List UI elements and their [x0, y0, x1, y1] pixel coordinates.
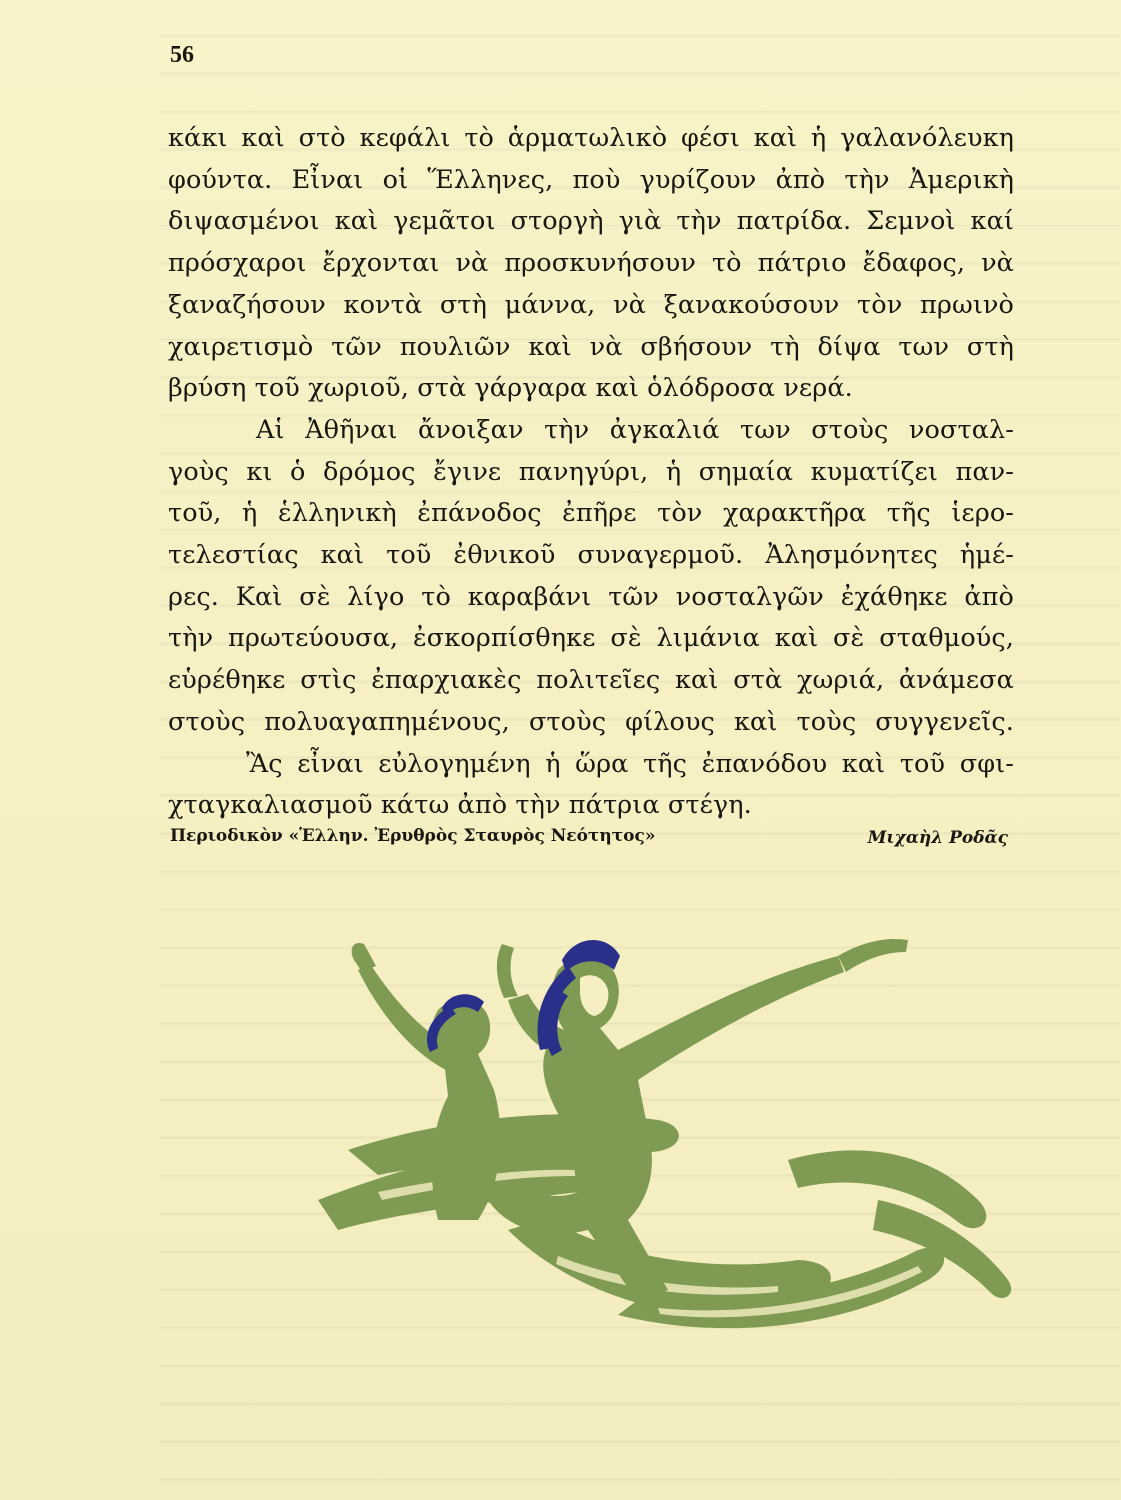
ribbon-shape	[318, 1114, 1011, 1328]
paragraph-1	[168, 118, 1014, 410]
text-line: διψασμένοι καὶ γεμᾶτοι στοργὴ γιὰ τὴν πατρίδα. Σεμνοὶ καί	[168, 206, 1014, 237]
text-line: βρύση τοῦ χωριοῦ, στὰ γάργαρα καὶ ὁλόδροσα νερά.	[168, 373, 853, 404]
text-line: τὴν πρωτεύουσα, ἐσκορπίσθηκε σὲ λιμάνια καὶ σὲ σταθμούς,	[168, 623, 1014, 654]
text-line: Ἂς εἶναι εὐλογημένη ἡ ὥρα τῆς ἐπανόδου καὶ τοῦ σφι-	[246, 748, 1014, 779]
text-line: χαιρετισμὸ τῶν πουλιῶν καὶ νὰ σβήσουν τὴ δίψα των στὴ	[168, 331, 1014, 362]
paragraph-2	[168, 410, 1014, 744]
text-line: κάκι καὶ στὸ κεφάλι τὸ ἁρματωλικὸ φέσι καὶ ἡ γαλανόλευκη	[168, 123, 1014, 153]
body-text	[168, 118, 1014, 827]
page-number: 56	[170, 42, 194, 68]
author-name: Μιχαὴλ Ροδᾶς	[867, 828, 1008, 848]
source-periodical: Περιοδικὸν «Ἑλλην. Ἐρυθρὸς Σταυρὸς Νεότητος»	[170, 826, 656, 846]
text-line: ρες. Καὶ σὲ λίγο τὸ καραβάνι τῶν νοσταλγῶν ἐχάθηκε ἀπὸ	[168, 581, 1014, 612]
text-line: στοὺς πολυαγαπημένους, στοὺς φίλους καὶ τοὺς συγγενεῖς.	[168, 706, 1014, 737]
text-line: χταγκαλιασμοῦ κάτω ἀπὸ τὴν πάτρια στέγη.	[168, 790, 752, 821]
dancers-illustration	[318, 900, 1018, 1340]
source-attribution	[170, 826, 1016, 846]
paragraph-3	[168, 744, 1014, 827]
text-line: εὑρέθηκε στὶς ἐπαρχιακὲς πολιτεῖες καὶ στὰ χωριά, ἀνάμεσα	[168, 665, 1014, 696]
text-line: γοὺς κι ὁ δρόμος ἔγινε πανηγύρι, ἡ σημαία κυματίζει παν-	[168, 456, 1014, 487]
text-line: ξαναζήσουν κοντὰ στὴ μάννα, νὰ ξανακούσουν τὸν πρωινὸ	[168, 289, 1014, 320]
text-line: φούντα. Εἶναι οἱ Ἕλληνες, ποὺ γυρίζουν ἀπὸ τὴν Ἀμερικὴ	[168, 164, 1014, 195]
text-line: Αἱ Ἀθῆναι ἄνοιξαν τὴν ἀγκαλιά των στοὺς νοσταλ-	[256, 414, 1014, 445]
text-line: τοῦ, ἡ ἑλληνικὴ ἐπάνοδος ἐπῆρε τὸν χαρακτῆρα τῆς ἱερο-	[168, 498, 1014, 529]
text-line: τελεστίας καὶ τοῦ ἐθνικοῦ συναγερμοῦ. Ἀλησμόνητες ἡμέ-	[168, 540, 1014, 571]
text-line: πρόσχαροι ἔρχονται νὰ προσκυνήσουν τὸ πάτριο ἔδαφος, νὰ	[168, 248, 1014, 279]
